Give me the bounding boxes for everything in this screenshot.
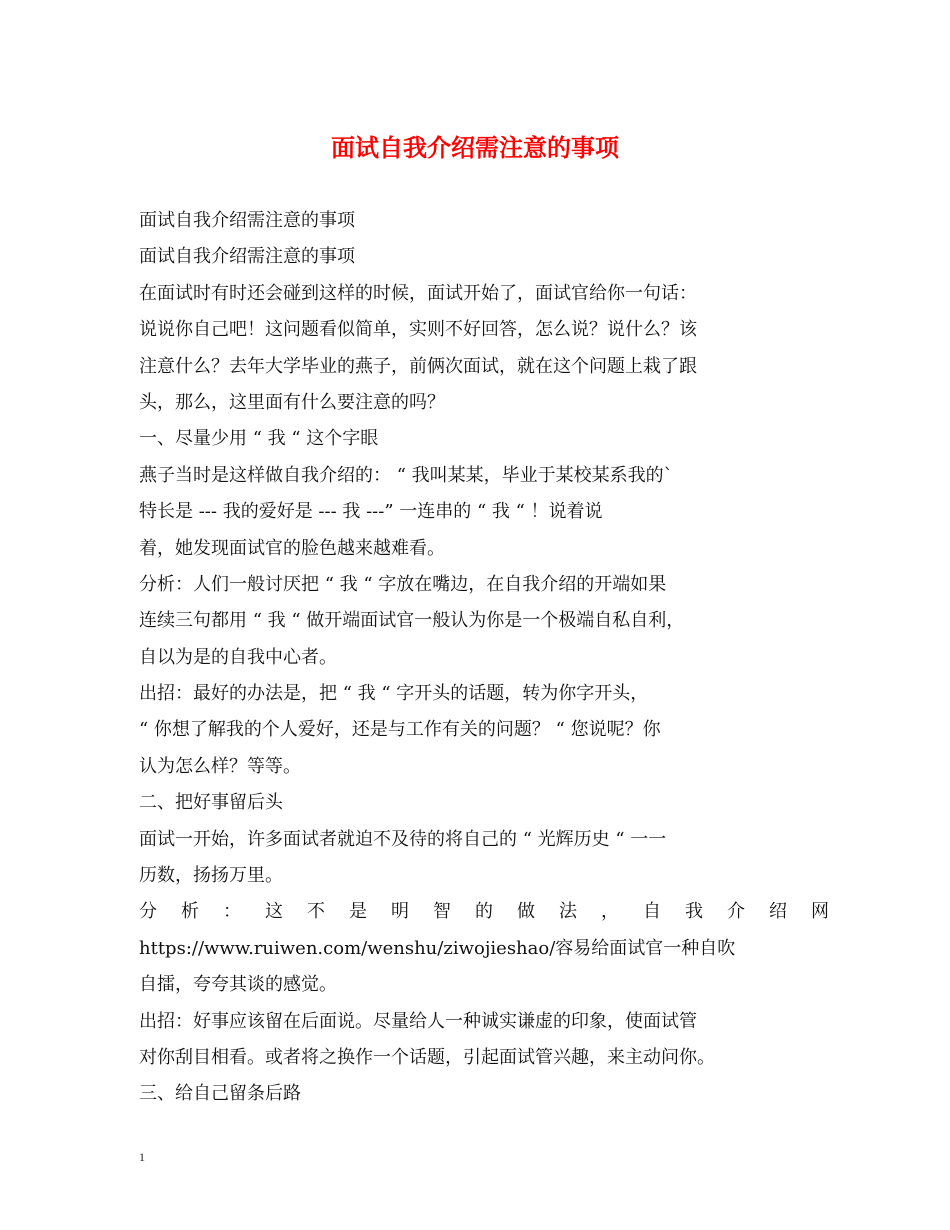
text-line: 说说你自己吧！这问题看似简单，实则不好回答，怎么说？说什么？该 [139,319,697,341]
text-line: 一、尽量少用 “ 我 “ 这个字眼 [139,428,379,450]
text-char: 明 [391,901,409,923]
text-char: 不 [307,901,325,923]
text-char: 的 [475,901,493,923]
text-line: https://www.ruiwen.com/wenshu/ziwojieshao/容易给面试官一种自吹 [139,937,736,959]
text-char: ： [223,901,241,923]
text-char: 介 [727,901,745,923]
page-number: 1 [139,1150,145,1164]
text-line: 面试自我介绍需注意的事项 [139,246,355,268]
text-line: 分析：人们一般讨厌把 “ 我 “ 字放在嘴边，在自我介绍的开端如果 [139,573,667,595]
text-char: 析 [181,901,199,923]
text-line: 特长是 --- 我的爱好是 --- 我 ---” 一连串的 “ 我 “ ！说着说 [139,501,603,523]
text-line: 注意什么？去年大学毕业的燕子，前俩次面试，就在这个问题上栽了跟 [139,355,697,377]
document-title: 面试自我介绍需注意的事项 [331,133,619,162]
text-line [139,894,829,930]
text-line: 着，她发现面试官的脸色越来越难看。 [139,537,445,559]
text-char: 我 [685,901,703,923]
text-line: 面试自我介绍需注意的事项 [139,210,355,231]
text-char: ， [601,901,619,923]
text-char: 这 [265,901,283,923]
text-char: 法 [559,901,577,923]
text-line: 面试一开始，许多面试者就迫不及待的将自己的 “ 光辉历史 “ 一一 [139,828,667,850]
text-line: 二、把好事留后头 [139,792,283,814]
text-line: 自擂，夸夸其谈的感觉。 [139,974,337,996]
text-line: 三、给自己留条后路 [139,1083,301,1105]
document-body [139,203,829,1113]
text-line: 自以为是的自我中心者。 [139,646,337,668]
text-line: 认为怎么样？等等。 [139,755,301,777]
text-line: 在面试时有时还会碰到这样的时候，面试开始了，面试官给你一句话： [139,282,697,304]
text-line: “ 你想了解我的个人爱好，还是与工作有关的问题？ “ 您说呢？你 [139,719,661,741]
text-line: 对你刮目相看。或者将之换作一个话题，引起面试管兴趣，来主动问你。 [139,1046,715,1068]
text-line: 燕子当时是这样做自我介绍的： “ 我叫某某，毕业于某校某系我的` [139,464,673,486]
text-char: 绍 [769,901,787,923]
text-char: 是 [349,901,367,923]
text-line: 头，那么，这里面有什么要注意的吗？ [139,391,445,413]
text-char: 网 [811,901,829,923]
text-char: 自 [643,901,661,923]
text-line: 出招：最好的办法是，把 “ 我 “ 字开头的话题，转为你字开头， [139,683,649,705]
text-line: 历数，扬扬万里。 [139,865,283,887]
text-line: 出招：好事应该留在后面说。尽量给人一种诚实谦虚的印象，使面试管 [139,1010,697,1032]
text-line: 连续三句都用 “ 我 “ 做开端面试官一般认为你是一个极端自私自利， [139,610,685,632]
text-char: 做 [517,901,535,923]
text-char: 分 [139,901,157,923]
text-char: 智 [433,901,451,923]
